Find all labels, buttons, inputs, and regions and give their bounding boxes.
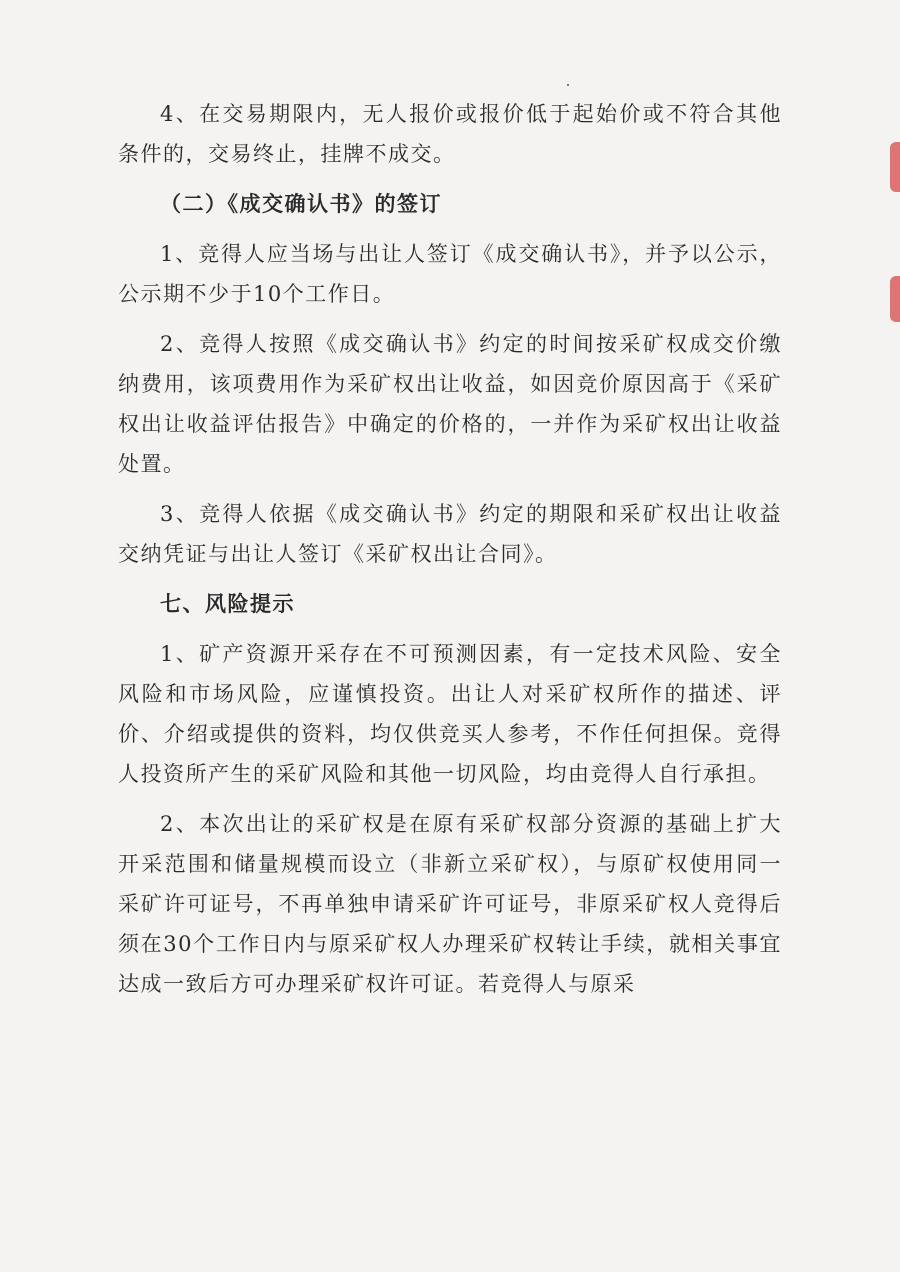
section-heading-confirmation: （二）《成交确认书》的签订 [160, 191, 442, 216]
clause-2-payment: 2、竞得人按照《成交确认书》约定的时间按采矿权成交价缴纳费用，该项费用作为采矿权出让收益，如因竞价原因高于《采矿权出让收益评估报告》中确定的价格的，一并作为采矿权出让收益处置。 [118, 332, 782, 476]
section-heading-risk: 七、风险提示 [160, 591, 295, 616]
clause-3-contract: 3、竞得人依据《成交确认书》约定的期限和采矿权出让收益交纳凭证与出让人签订《采矿权出让合同》。 [118, 502, 782, 566]
risk-clause-2: 2、本次出让的采矿权是在原有采矿权部分资源的基础上扩大开采范围和储量规模而设立（非新立采矿权），与原矿权使用同一采矿许可证号，不再单独申请采矿许可证号，非原采矿权人竞得后须在30个工作日内与原采矿权人办理采矿权转让手续，就相关事宜达成一致后方可办理采矿权许可证。若竞得人与原采 [118, 812, 782, 996]
clause-1-sign-confirmation: 1、竞得人应当场与出让人签订《成交确认书》，并予以公示，公示期不少于10个工作日。 [118, 242, 782, 306]
clause-4-no-bid: 4、在交易期限内，无人报价或报价低于起始价或不符合其他条件的，交易终止，挂牌不成交。 [118, 102, 782, 166]
seal-fragment [890, 142, 900, 192]
risk-clause-1: 1、矿产资源开采存在不可预测因素，有一定技术风险、安全风险和市场风险，应谨慎投资。出让人对采矿权所作的描述、评价、介绍或提供的资料，均仅供竞买人参考，不作任何担保。竞得人投资所产生的采矿风险和其他一切风险，均由竞得人自行承担。 [118, 642, 782, 786]
document-body [118, 94, 782, 1004]
scan-speck [567, 84, 569, 86]
seal-fragment [890, 276, 900, 322]
